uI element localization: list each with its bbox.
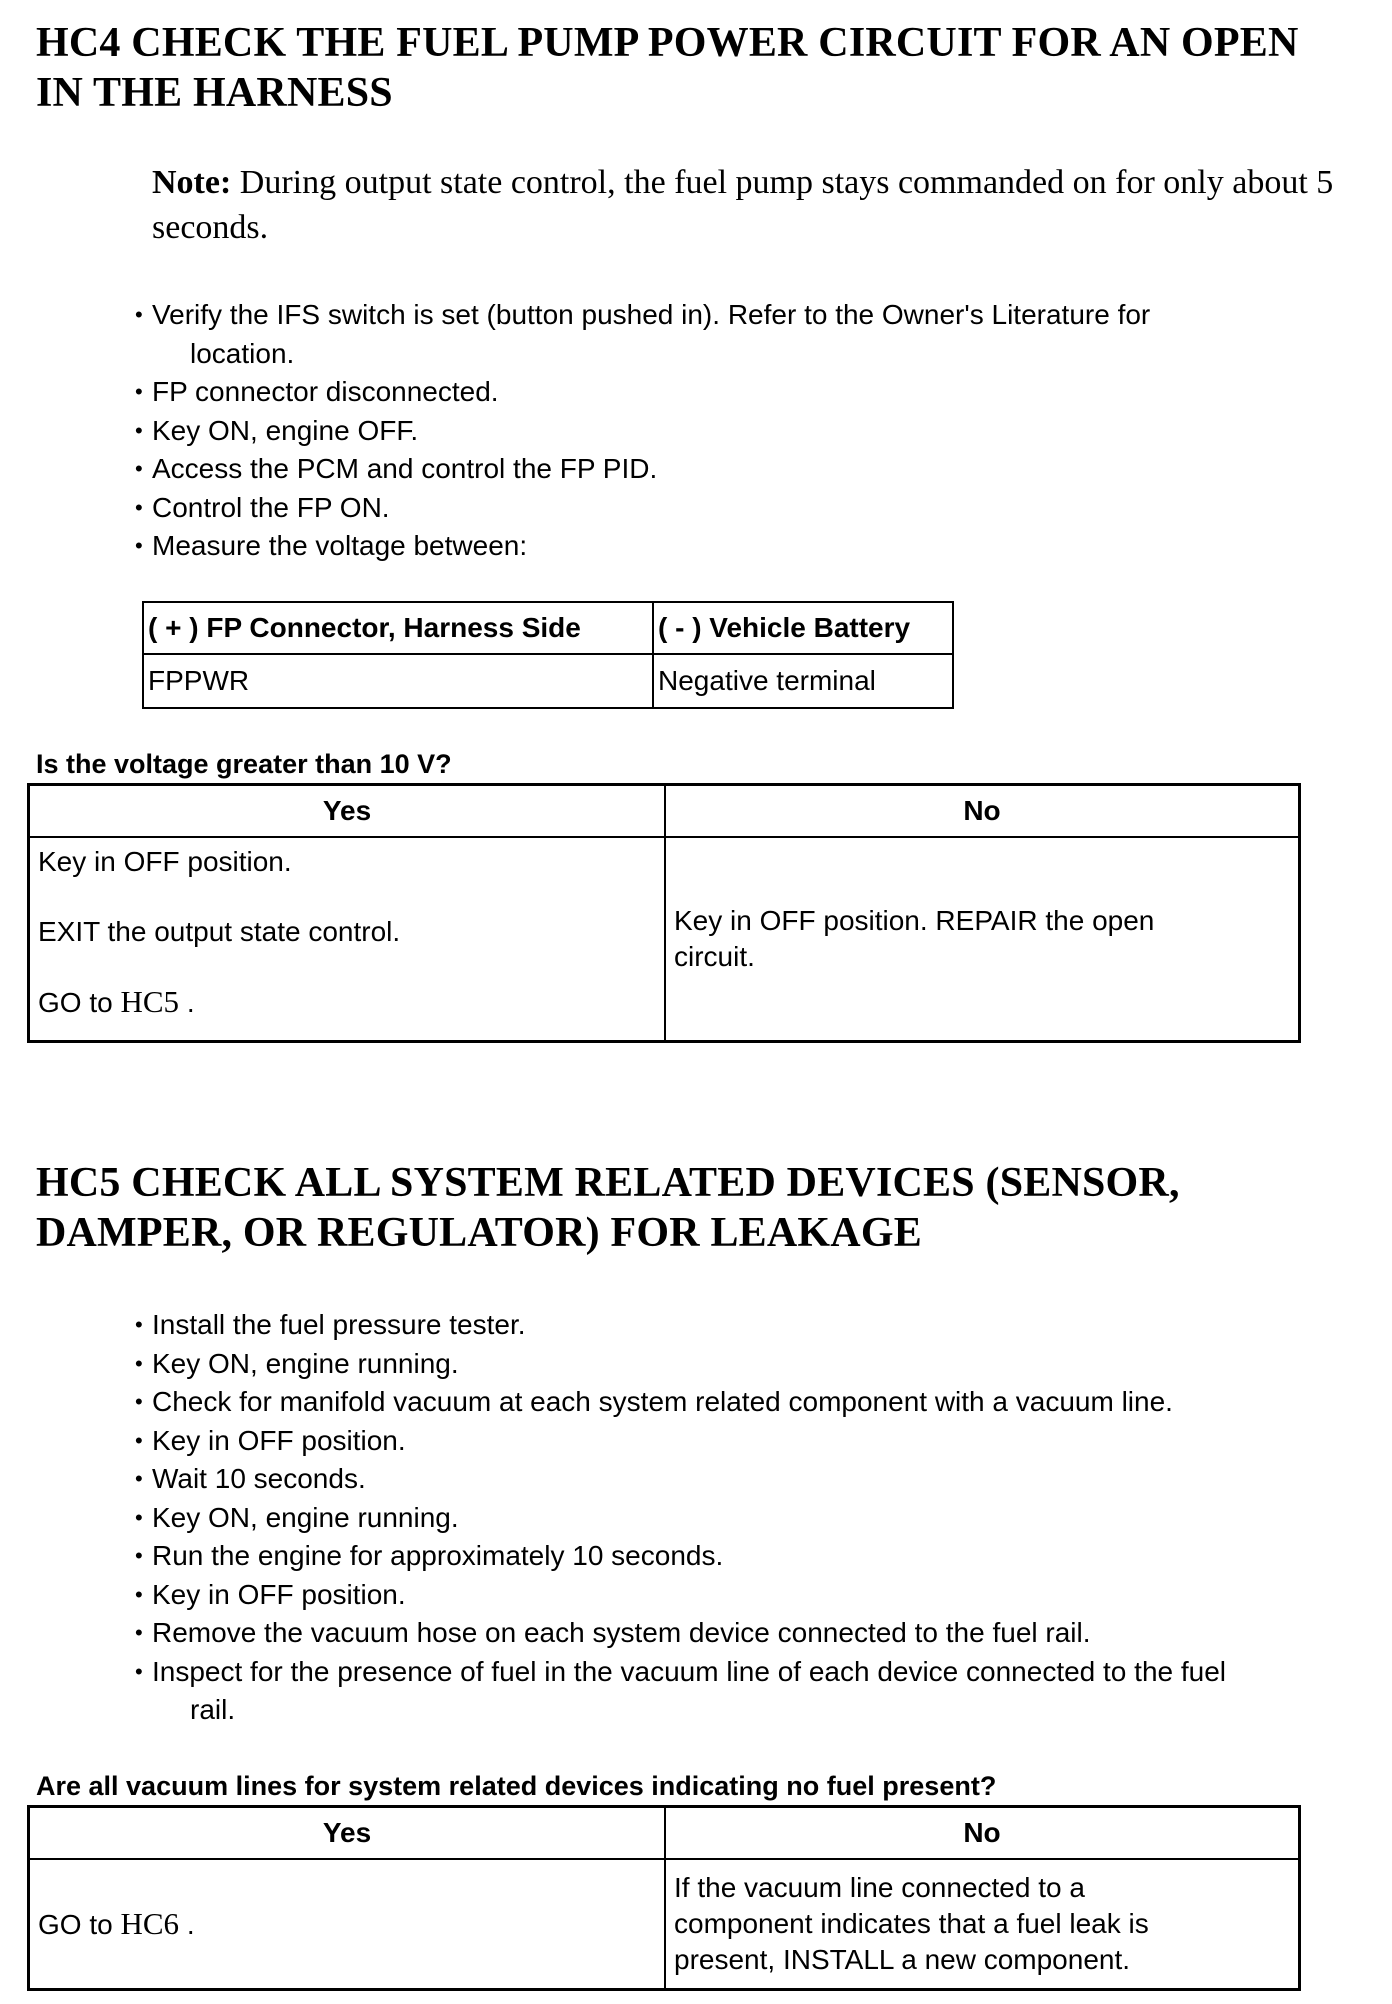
no-header: No [665,1807,1300,1860]
hc4-step-list [135,296,1346,566]
table-row [143,654,953,708]
bullet-icon: • [135,1312,143,1337]
list-item: • Inspect for the presence of fuel in the vacuum line of each device connected to the fuel rail. [146,1653,1386,1730]
bullet-icon: • [135,1350,143,1376]
bullet-icon: • [135,1658,143,1684]
yes-header: Yes [29,1807,666,1860]
list-item: • Access the PCM and control the FP PID. [146,450,1346,489]
hc5-heading-line1: HC5 CHECK ALL SYSTEM RELATED DEVICES (SENSOR, [36,1160,1180,1206]
bullet-icon: • [135,1427,143,1453]
table-header-cell: ( + ) FP Connector, Harness Side [143,602,653,654]
bullet-icon: • [135,1466,143,1491]
no-cell: If the vacuum line connected to a component indicates that a fuel leak is present, INSTALL a new component. [665,1859,1300,1990]
bullet-icon: • [135,494,143,520]
table-header-row [143,602,953,654]
hc5-question: Are all vacuum lines for system related devices indicating no fuel present? [36,1771,997,1801]
yes-cell: Key in OFF position. EXIT the output state control. GO to HC5 . [29,837,666,1042]
no-header: No [665,785,1300,838]
table-header-row [29,1807,1300,1860]
list-item: • Remove the vacuum hose on each system device connected to the fuel rail. [146,1614,1386,1653]
goto-line: GO to HC5 . [38,984,195,1019]
note-text: During output state control, the fuel pump stays commanded on for only about 5 seconds. [152,164,1334,246]
yes-header: Yes [29,785,666,838]
table-header-cell: ( - ) Vehicle Battery [653,602,953,654]
table-cell: FPPWR [143,654,653,708]
table-row [29,1859,1300,1990]
bullet-icon: • [135,1620,143,1645]
list-item: • Check for manifold vacuum at each system related component with a vacuum line. [146,1383,1386,1422]
hc4-decision-table [27,783,1301,1043]
list-item: • Install the fuel pressure tester. [146,1306,1386,1345]
table-header-row [29,785,1300,838]
bullet-icon: • [135,1389,143,1414]
list-item: • Key in OFF position. [146,1576,1386,1615]
list-item: • Key ON, engine running. [146,1345,1386,1384]
hc5-heading [36,1158,1180,1258]
list-item: • FP connector disconnected. [146,373,1346,412]
hc4-heading-line2: IN THE HARNESS [36,70,393,116]
measurement-table [142,601,954,709]
bullet-icon: • [135,302,143,327]
bullet-icon: • [135,417,143,443]
note-label: Note: [152,164,232,201]
list-item: • Control the FP ON. [146,489,1346,528]
hc4-heading-line1: HC4 CHECK THE FUEL PUMP POWER CIRCUIT FOR AN OPEN [36,20,1299,66]
no-cell: Key in OFF position. REPAIR the open circuit. [665,837,1300,1042]
hc4-question: Is the voltage greater than 10 V? [36,749,452,779]
bullet-icon: • [135,379,143,404]
hc6-link[interactable]: HC6 [120,1905,180,1941]
bullet-icon: • [135,1581,143,1607]
hc5-link[interactable]: HC5 [120,984,180,1019]
list-item: • Verify the IFS switch is set (button pushed in). Refer to the Owner's Literature for location. [146,296,1346,373]
hc5-decision-table [27,1805,1301,1991]
list-item: • Run the engine for approximately 10 seconds. [146,1537,1386,1576]
bullet-icon: • [135,456,143,481]
list-item: • Key ON, engine OFF. [146,412,1346,451]
table-row [29,837,1300,1042]
hc5-heading-line2: DAMPER, OR REGULATOR) FOR LEAKAGE [36,1210,922,1256]
bullet-icon: • [135,1504,143,1530]
hc5-step-list [135,1306,1386,1730]
yes-cell: GO to HC6 . [29,1859,666,1990]
table-cell: Negative terminal [653,654,953,708]
list-item: • Measure the voltage between: [146,527,1346,566]
list-item: • Key ON, engine running. [146,1499,1386,1538]
hc4-heading [36,18,1299,118]
bullet-icon: • [135,533,143,558]
list-item: • Wait 10 seconds. [146,1460,1386,1499]
hc4-note [152,160,1352,250]
bullet-icon: • [135,1543,143,1568]
list-item: • Key in OFF position. [146,1422,1386,1461]
